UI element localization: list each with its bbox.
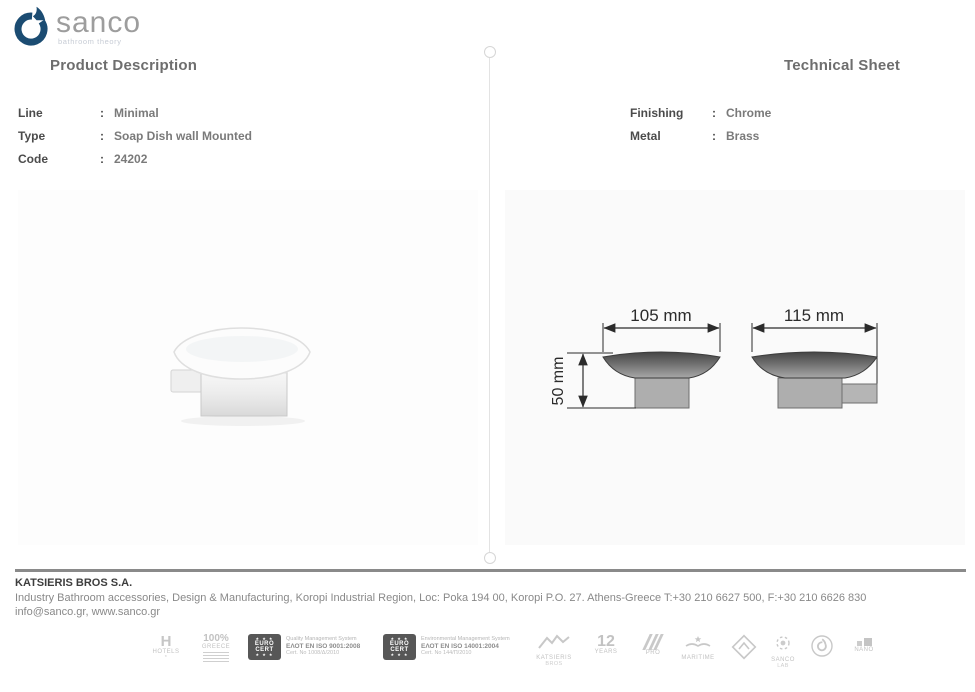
product-fields (18, 101, 398, 170)
footer-address: Industry Bathroom accessories, Design & Manufacturing, Koropi Industrial Region, Loc: Poka 194 00, Koropi P.O. 27. Athens-Greece T:+30 210 6627 500, F:+30 210 6626 830 (15, 592, 867, 604)
nano-label: NANO (854, 647, 874, 653)
technical-drawing-panel (505, 190, 965, 545)
pro-badge (636, 634, 670, 656)
field-value: Chrome (726, 105, 772, 120)
greece-percent: 100% (203, 633, 229, 644)
hotels-badge (148, 634, 184, 661)
field-row-metal (630, 124, 950, 147)
iso14001-certification (383, 634, 515, 660)
technical-drawing (505, 190, 965, 545)
hotels-sub: * (164, 655, 168, 661)
divider-top-circle (484, 46, 496, 58)
side-dish (752, 352, 877, 378)
divider-bottom-circle (484, 552, 496, 564)
iso9001-text (286, 634, 360, 657)
front-view (550, 306, 720, 408)
iso9001-certification (248, 634, 380, 660)
brand-name: sanco (56, 6, 142, 39)
technical-fields (630, 101, 950, 147)
field-row-type (18, 124, 398, 147)
nano-squares-icon (840, 634, 888, 646)
drop-circle-icon (810, 634, 834, 658)
field-label: Type (18, 128, 46, 143)
dimension-height: 50 mm (550, 356, 567, 406)
katsieris-label: KATSIERIS (536, 655, 572, 661)
field-row-code (18, 147, 398, 170)
guarantee-badge (584, 634, 628, 655)
front-dish (603, 352, 720, 378)
katsieris-sub: BROS (545, 661, 563, 667)
hotels-label: HOTELS (152, 649, 180, 655)
greece-label: GREECE (201, 644, 231, 650)
field-separator: : (100, 128, 104, 143)
cert-standard-line: ΕΛΟΤ EN ISO 14001:2004 (421, 643, 499, 650)
mountains-icon (537, 634, 571, 650)
side-view (752, 306, 877, 408)
greek-flag-icon (203, 652, 229, 662)
katsieris-badge (528, 634, 580, 667)
product-shadow (181, 416, 305, 426)
lab-label: SANCO (771, 657, 795, 663)
field-label: Metal (630, 128, 661, 143)
years-number: 12 (597, 633, 615, 650)
front-base (635, 378, 689, 408)
sanco-circle-badge (806, 634, 838, 663)
product-photo-panel (18, 190, 478, 545)
sanco-drop-icon (10, 5, 52, 47)
eurocert-cert: CERT (390, 647, 409, 653)
cert-system-line: Environmental Management System (421, 636, 510, 642)
field-separator: : (100, 105, 104, 120)
cert-system-line: Quality Management System (286, 636, 357, 642)
me-shield-badge (728, 634, 760, 665)
cert-standard-line: ΕΛΟΤ EN ISO 9001:2008 (286, 643, 361, 650)
lab-sub: LAB (777, 663, 789, 669)
eurocert-cert: CERT (255, 647, 274, 653)
pro-label: PRO (645, 650, 661, 656)
field-label: Code (18, 151, 48, 166)
diamond-shield-icon (731, 634, 757, 660)
sanco-lab-badge (762, 634, 804, 669)
footer-divider (15, 569, 966, 572)
maritime-label: MARITIME (681, 655, 715, 661)
field-value: Soap Dish wall Mounted (114, 128, 253, 143)
dimension-side-width: 115 mm (783, 306, 845, 325)
field-value: Minimal (114, 105, 159, 120)
side-base (778, 378, 842, 408)
field-row-line (18, 101, 398, 124)
product-description-title: Product Description (50, 57, 198, 74)
eurocert-stars: ★ ★ ★ (390, 636, 409, 641)
cert-number-line: Cert. No 144/Π/2010 (421, 650, 472, 656)
field-value: Brass (726, 128, 760, 143)
maritime-badge (672, 634, 724, 661)
eurocert-stars: ★ ★ ★ (255, 652, 274, 657)
field-separator: : (712, 128, 716, 143)
eurocert-icon (383, 634, 416, 660)
field-label: Line (18, 105, 43, 120)
field-row-finishing (630, 101, 950, 124)
footer-company: KATSIERIS BROS S.A. (15, 577, 133, 589)
hotels-icon: H (160, 633, 172, 650)
years-label: YEARS (594, 649, 618, 655)
side-wall-bracket (842, 384, 877, 403)
field-separator: : (712, 105, 716, 120)
technical-sheet-title: Technical Sheet (784, 57, 901, 74)
brand-tagline: bathroom theory (58, 37, 122, 46)
field-label: Finishing (630, 105, 684, 120)
eurocert-stars: ★ ★ ★ (255, 636, 274, 641)
lightbulb-icon (773, 634, 793, 652)
footer-contact: info@sanco.gr, www.sanco.gr (15, 606, 161, 618)
dimension-front-width: 105 mm (630, 306, 692, 325)
divider-line (489, 58, 490, 552)
product-photo (18, 190, 478, 545)
eurocert-icon (248, 634, 281, 660)
eurocert-euro: EURO (254, 641, 275, 647)
field-separator: : (100, 151, 104, 166)
dish-inner-shading (186, 336, 298, 362)
bird-star-icon (683, 634, 713, 650)
field-value: 24202 (114, 151, 148, 166)
iso14001-text (421, 634, 510, 657)
diagonal-bars-icon (636, 634, 670, 650)
nano-badge (840, 634, 888, 653)
cert-number-line: Cert. No 1008/Δ/2010 (286, 650, 340, 656)
eurocert-euro: EURO (389, 641, 410, 647)
eurocert-stars: ★ ★ ★ (390, 652, 409, 657)
greece-badge (194, 634, 238, 664)
